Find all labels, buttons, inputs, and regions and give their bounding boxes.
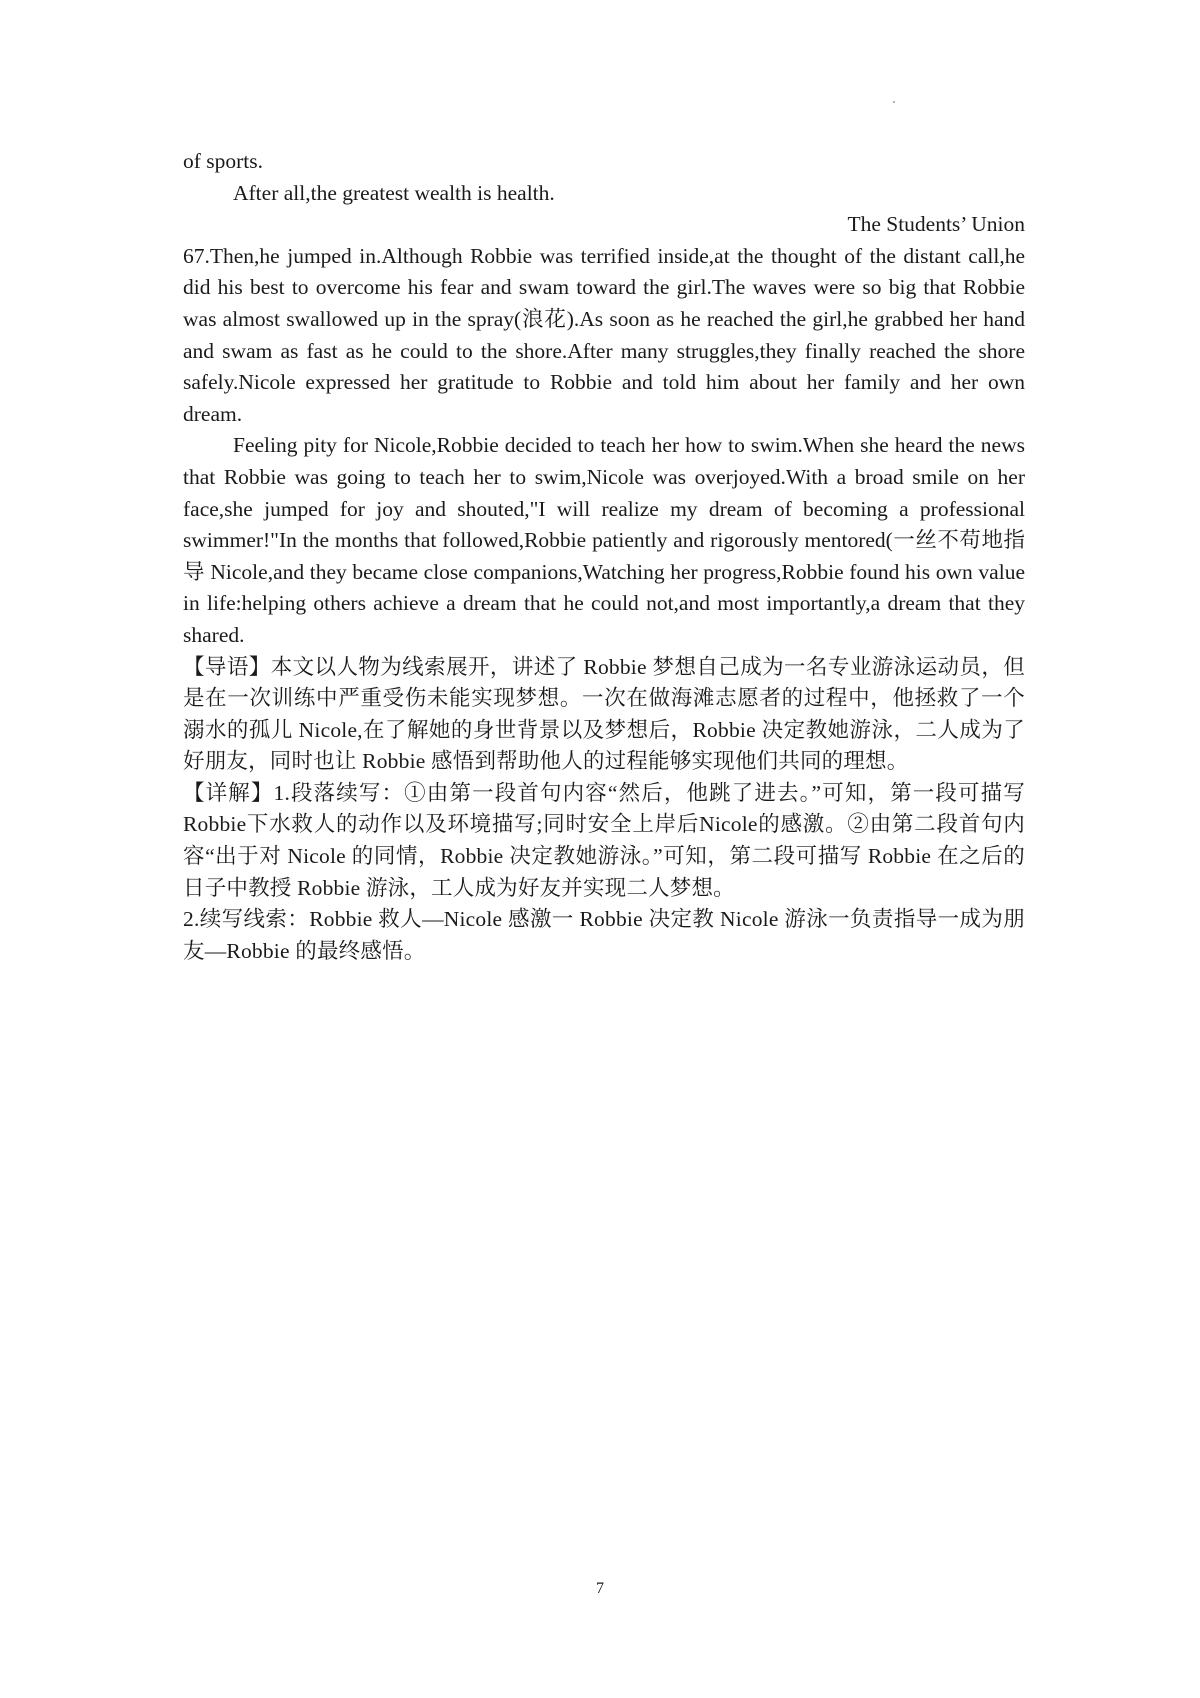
paragraph-fragment: of sports.: [183, 149, 264, 173]
closing-sentence: After all,the greatest wealth is health.: [233, 180, 555, 205]
detail-section: 【详解】1.段落续写：①由第一段首句内容“然后，他跳了进去。”可知，第一段可描写Robbie下水救人的动作以及环境描写;同时安全上岸后Nicole的感激。②由第二段首句内容“出于对 Nicole 的同情，Robbie 决定教她游泳。”可知，第二段可描写 Robbie 在之后的日子中教授 Robbie 游泳，工人成为好友并实现二人梦想。: [183, 780, 1025, 900]
clue-section: 2.续写线索：Robbie 救人—Nicole 感激一 Robbie 决定教 Nicole 游泳一负责指导一成为朋友—Robbie 的最终感悟。: [183, 907, 1025, 963]
guide-section: 【导语】本文以人物为线索展开，讲述了 Robbie 梦想自己成为一名专业游泳运动员，但是在一次训练中严重受伤未能实现梦想。一次在做海滩志愿者的过程中，他拯救了一个溺水的孤儿 Nicole,在了解她的身世背景以及梦想后，Robbie 决定教她游泳，二人成为了好朋友，同时也让 Robbie 感悟到帮助他人的过程能够实现他们共同的理想。: [183, 654, 1025, 774]
signature: The Students’ Union: [847, 212, 1025, 237]
document-body: [183, 146, 1025, 967]
answer-paragraph-1: 67.Then,he jumped in.Although Robbie was terrified inside,at the thought of the distant call,he did his best to overcome his fear and swam toward the girl.The waves were so big that Robbie was almost swallowed up in the spray(浪花).As soon as he reached the girl,he grabbed her hand and swam as fast as he could to the shore.After many struggles,they finally reached the shore safely.Nicole expressed her gratitude to Robbie and told him about her family and her own dream.: [183, 243, 1025, 426]
scan-speck: [893, 101, 895, 103]
answer-paragraph-2: Feeling pity for Nicole,Robbie decided to teach her how to swim.When she heard the news that Robbie was going to teach her to swim,Nicole was overjoyed.With a broad smile on her face,she jumped for joy and shouted,"I will realize my dream of becoming a professional swimmer!"In the months that followed,Robbie patiently and rigorously mentored(一丝不苟地指导 Nicole,and they became close companions,Watching her progress,Robbie found his own value in life:helping others achieve a dream that he could not,and most importantly,a dream that they shared.: [183, 433, 1025, 647]
page-number: 7: [596, 1580, 604, 1597]
